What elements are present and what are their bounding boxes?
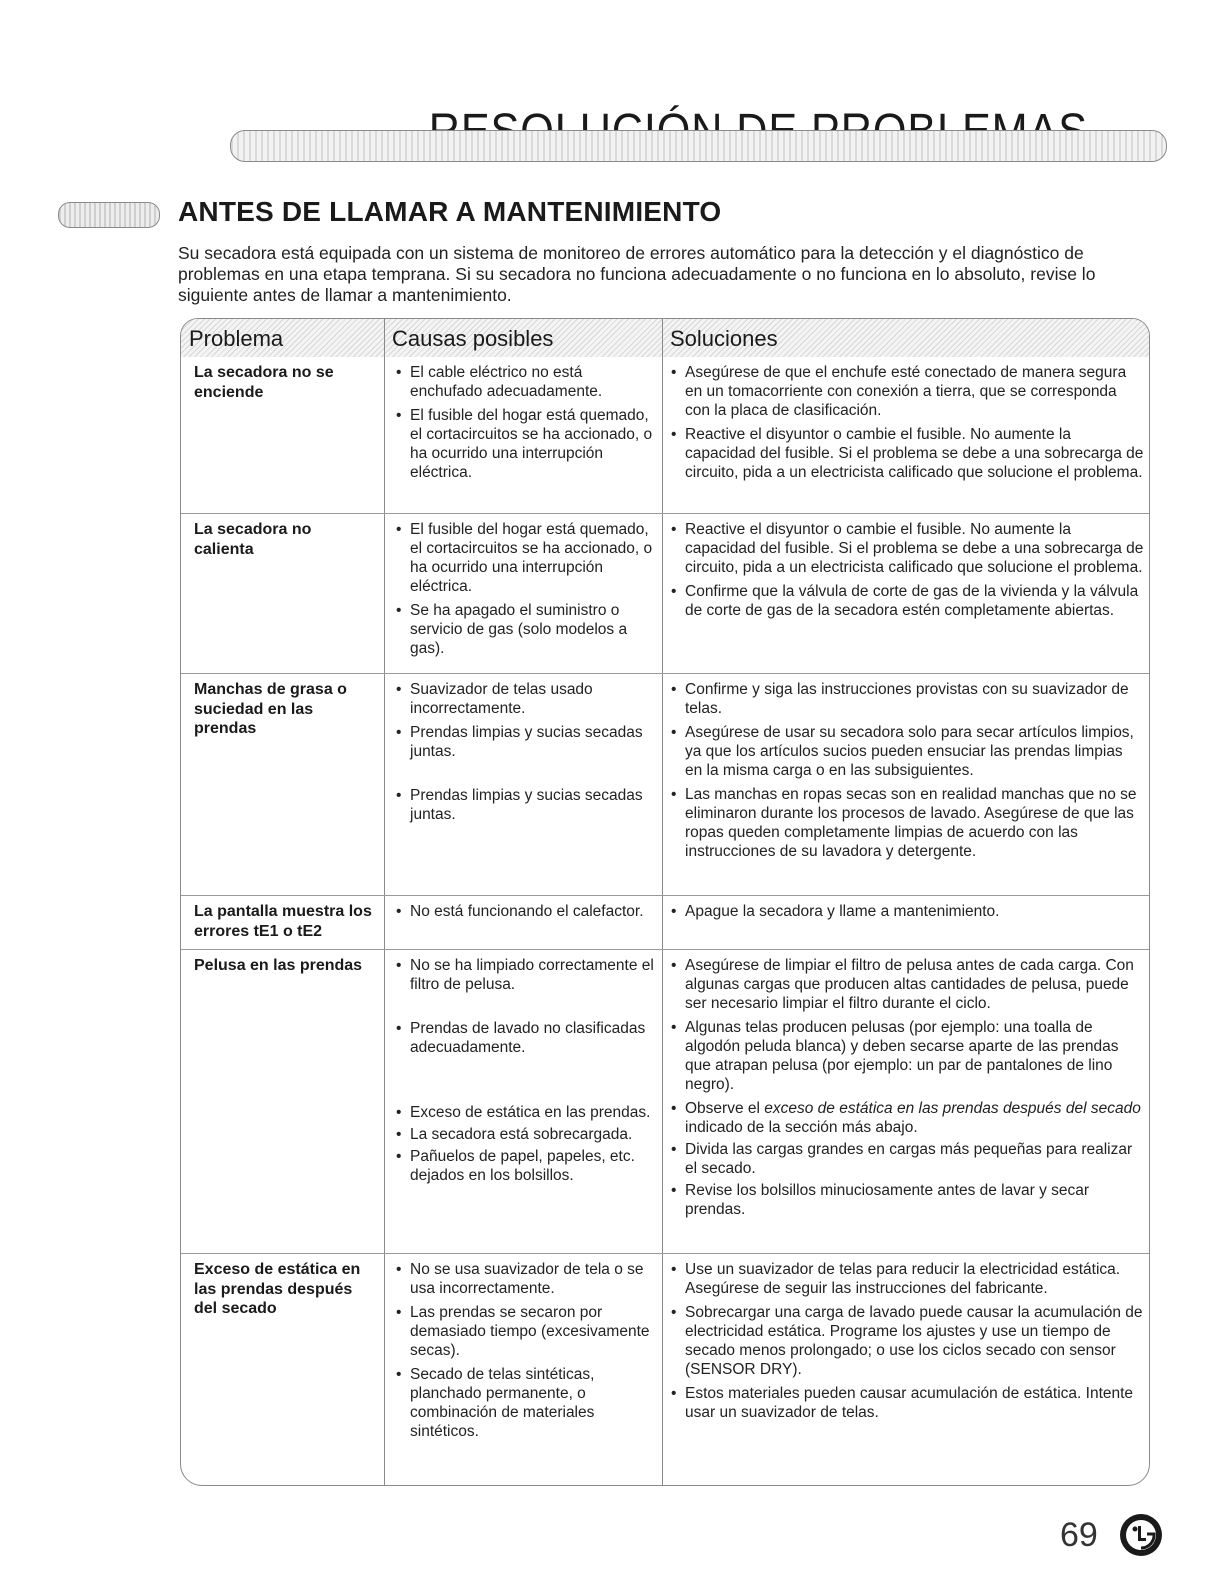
- troubleshooting-table: [180, 318, 1150, 1486]
- list-item: • Prendas de lavado no clasificadas adecuadamente.: [394, 1019, 656, 1057]
- header-causes: Causas posibles: [392, 326, 554, 351]
- table-row-solutions: [669, 520, 1144, 620]
- row-divider: [181, 895, 1149, 896]
- list-item: • Sobrecargar una carga de lavado puede causar la acumulación de electricidad estática. Programe los ajustes y use un tiempo de secado menos prolongado; o use los ciclos secado con sensor (SENSOR DRY).: [669, 1303, 1144, 1379]
- list-item-observe: [669, 1099, 1144, 1137]
- list-item: • No se usa suavizador de tela o se usa incorrectamente.: [394, 1260, 656, 1298]
- table-row-solutions: [669, 902, 1144, 921]
- table-row-solutions: [669, 956, 1144, 1219]
- list-item: • Asegúrese de que el enchufe esté conectado de manera segura en un tomacorriente con conexión a tierra, que se corresponda con la placa de clasificación.: [669, 363, 1144, 420]
- list-item: • Reactive el disyuntor o cambie el fusible. No aumente la capacidad del fusible. Si el problema se debe a una sobrecarga de circuito, pida a un electricista calificado que solucione el problema.: [669, 425, 1144, 482]
- list-item: • Reactive el disyuntor o cambie el fusible. No aumente la capacidad del fusible. Si el problema se debe a una sobrecarga de circuito, pida a un electricista calificado que solucione el problema.: [669, 520, 1144, 577]
- table-row-solutions: [669, 363, 1144, 482]
- list-item: • El fusible del hogar está quemado, el cortacircuitos se ha accionado, o ha ocurrido una interrupción eléctrica.: [394, 520, 656, 596]
- list-item: • La secadora está sobrecargada.: [394, 1125, 656, 1144]
- table-row-problem: La secadora no calienta: [194, 521, 312, 558]
- list-item: • Pañuelos de papel, papeles, etc. dejados en los bolsillos.: [394, 1147, 656, 1185]
- list-item: • Asegúrese de limpiar el filtro de pelusa antes de cada carga. Con algunas cargas que producen altas cantidades de pelusa, puede ser necesario limpiar el filtro durante el ciclo.: [669, 956, 1144, 1013]
- header-problem: Problema: [189, 326, 284, 351]
- observe-text: Observe el: [685, 1100, 765, 1117]
- list-item: • Confirme y siga las instrucciones provistas con su suavizador de telas.: [669, 680, 1144, 718]
- table-row-causes: [394, 956, 656, 1185]
- list-item: • Divida las cargas grandes en cargas más pequeñas para realizar el secado.: [669, 1140, 1144, 1178]
- list-item: • Estos materiales pueden causar acumulación de estática. Intente usar un suavizador de telas.: [669, 1384, 1144, 1422]
- list-item: • Las manchas en ropas secas son en realidad manchas que no se eliminaron durante los procesos de lavado. Asegúrese de que las ropas queden completamente limpias de acuerdo con las instrucciones de su lavadora y detergente.: [669, 785, 1144, 861]
- list-item: • Revise los bolsillos minuciosamente antes de lavar y secar prendas.: [669, 1181, 1144, 1219]
- table-row-causes: [394, 1260, 656, 1441]
- row-divider: [181, 949, 1149, 950]
- list-item: • Use un suavizador de telas para reducir la electricidad estática. Asegúrese de seguir las instrucciones del fabricante.: [669, 1260, 1144, 1298]
- table-row-problem: Exceso de estática en las prendas después del secado: [194, 1261, 361, 1317]
- list-item: • Exceso de estática en las prendas.: [394, 1103, 656, 1122]
- table-row-problem: La pantalla muestra los errores tE1 o tE2: [194, 903, 372, 940]
- list-item: • Las prendas se secaron por demasiado tiempo (excesivamente secas).: [394, 1303, 656, 1360]
- section-marker-icon: [58, 202, 160, 228]
- table-row-causes: [394, 902, 656, 921]
- intro-paragraph: Su secadora está equipada con un sistema de monitoreo de errores automático para la detección y el diagnóstico de problemas en una etapa temprana. Si su secadora no funciona adecuadamente o no funciona en lo absoluto, revise lo siguiente antes de llamar a mantenimiento.: [178, 243, 1096, 305]
- table-row-problem: Manchas de grasa o suciedad en las prendas: [194, 681, 347, 737]
- list-item: • Se ha apagado el suministro o servicio de gas (solo modelos a gas).: [394, 601, 656, 658]
- section-heading: ANTES DE LLAMAR A MANTENIMIENTO: [178, 196, 722, 227]
- row-divider: [181, 673, 1149, 674]
- table-row-solutions: [669, 680, 1144, 861]
- lg-logo-icon: [1120, 1514, 1162, 1556]
- list-item: • No se ha limpiado correctamente el filtro de pelusa.: [394, 956, 656, 994]
- list-item: • Prendas limpias y sucias secadas juntas.: [394, 723, 656, 761]
- list-item: • No está funcionando el calefactor.: [394, 902, 656, 921]
- table-row-causes: [394, 363, 656, 482]
- page-number: 69: [1060, 1516, 1098, 1554]
- list-item: • Apague la secadora y llame a mantenimiento.: [669, 902, 1144, 921]
- table-row-problem: Pelusa en las prendas: [194, 957, 363, 974]
- list-item: • Asegúrese de usar su secadora solo para secar artículos limpios, ya que los artículos sucios pueden ensuciar las prendas limpias en la misma carga o en las subsiguientes.: [669, 723, 1144, 780]
- table-row-solutions: [669, 1260, 1144, 1422]
- title-decorative-bar: [230, 130, 1167, 162]
- table-header: [181, 319, 1149, 357]
- list-item: • Secado de telas sintéticas, planchado permanente, o combinación de materiales sintéticos.: [394, 1365, 656, 1441]
- row-divider: [181, 513, 1149, 514]
- header-solutions: Soluciones: [670, 326, 778, 351]
- list-item: • Algunas telas producen pelusas (por ejemplo: una toalla de algodón peluda blanca) y deben secarse aparte de las prendas que atrapan pelusa (por ejemplo: un par de pantalones de lino negro).: [669, 1018, 1144, 1094]
- list-item: • Confirme que la válvula de corte de gas de la vivienda y la válvula de corte de gas de la secadora estén completamente abiertas.: [669, 582, 1144, 620]
- observe-text-end: indicado de la sección más abajo.: [685, 1119, 918, 1136]
- column-divider: [662, 319, 663, 1485]
- column-divider: [384, 319, 385, 1485]
- list-item: • Prendas limpias y sucias secadas juntas.: [394, 786, 656, 824]
- list-item: • El fusible del hogar está quemado, el cortacircuitos se ha accionado, o ha ocurrido una interrupción eléctrica.: [394, 406, 656, 482]
- list-item: • Suavizador de telas usado incorrectamente.: [394, 680, 656, 718]
- table-row-problem: La secadora no se enciende: [194, 364, 334, 401]
- table-row-causes: [394, 520, 656, 658]
- list-item: • El cable eléctrico no está enchufado adecuadamente.: [394, 363, 656, 401]
- row-divider: [181, 1253, 1149, 1254]
- table-row-causes: [394, 680, 656, 824]
- observe-italic-text: exceso de estática en las prendas después del secado: [764, 1100, 1141, 1117]
